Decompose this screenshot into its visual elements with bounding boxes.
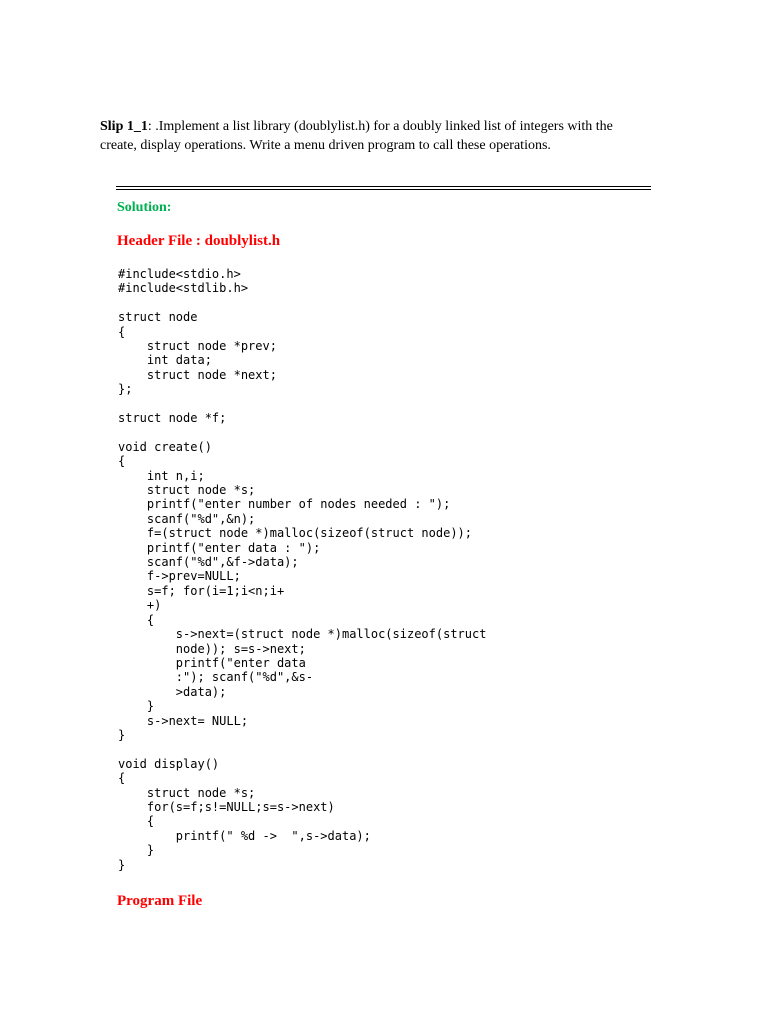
code-line: int data; — [118, 353, 212, 368]
program-file-title: Program File — [117, 893, 203, 909]
divider-bottom — [116, 189, 651, 190]
code-line: } — [118, 699, 155, 714]
code-line: } — [118, 843, 155, 858]
question-text: Implement a list library (doublylist.h) for a doubly linked list of integers with the create, display operations. Write a menu driven program to call these operations. — [100, 119, 613, 153]
code-line: int n,i; — [118, 468, 205, 483]
code-line: void create() — [118, 439, 212, 454]
code-line: :"); scanf("%d",&s- — [118, 670, 314, 685]
code-line: f->prev=NULL; — [118, 569, 241, 584]
divider-top — [116, 186, 651, 187]
code-line — [118, 296, 486, 310]
question-label: Slip 1_1 — [100, 119, 148, 134]
code-line: { — [118, 814, 155, 829]
code-line: void display() — [118, 756, 220, 771]
question-separator: : . — [147, 119, 159, 134]
code-block — [118, 267, 486, 872]
code-line: s->next= NULL; — [118, 713, 249, 728]
code-line — [118, 742, 486, 756]
code-line: struct node — [118, 310, 198, 325]
code-line: { — [118, 612, 155, 627]
code-line: { — [118, 324, 126, 339]
code-line: f=(struct node *)malloc(sizeof(struct node)); — [118, 526, 473, 541]
code-line: scanf("%d",&n); — [118, 511, 256, 526]
code-line: struct node *f; — [118, 411, 227, 426]
code-line — [118, 425, 486, 439]
code-line: +) — [118, 598, 162, 613]
code-line: struct node *s; — [118, 483, 256, 498]
code-line: struct node *next; — [118, 367, 277, 382]
code-line: struct node *s; — [118, 785, 256, 800]
solution-label: Solution: — [117, 200, 172, 215]
code-line: } — [118, 857, 126, 872]
code-line: { — [118, 454, 126, 469]
code-line: #include<stdio.h> — [118, 267, 241, 281]
code-line: printf("enter number of nodes needed : "); — [118, 497, 451, 512]
header-file-title: Header File : doublylist.h — [117, 233, 281, 249]
code-line: >data); — [118, 684, 227, 699]
question-paragraph — [100, 118, 640, 155]
code-line: printf("enter data — [118, 655, 306, 670]
code-line: scanf("%d",&f->data); — [118, 555, 299, 570]
code-line: printf("enter data : "); — [118, 540, 321, 555]
code-line: } — [118, 727, 126, 742]
code-line: s->next=(struct node *)malloc(sizeof(struct — [118, 627, 487, 642]
code-line: }; — [118, 382, 133, 397]
code-line: { — [118, 771, 126, 786]
code-line: s=f; for(i=1;i<n;i+ — [118, 583, 285, 598]
code-line — [118, 397, 486, 411]
code-line: for(s=f;s!=NULL;s=s->next) — [118, 799, 335, 814]
code-line: node)); s=s->next; — [118, 641, 306, 656]
code-line: struct node *prev; — [118, 339, 277, 354]
code-line: #include<stdlib.h> — [118, 281, 249, 296]
code-line: printf(" %d -> ",s->data); — [118, 828, 371, 843]
